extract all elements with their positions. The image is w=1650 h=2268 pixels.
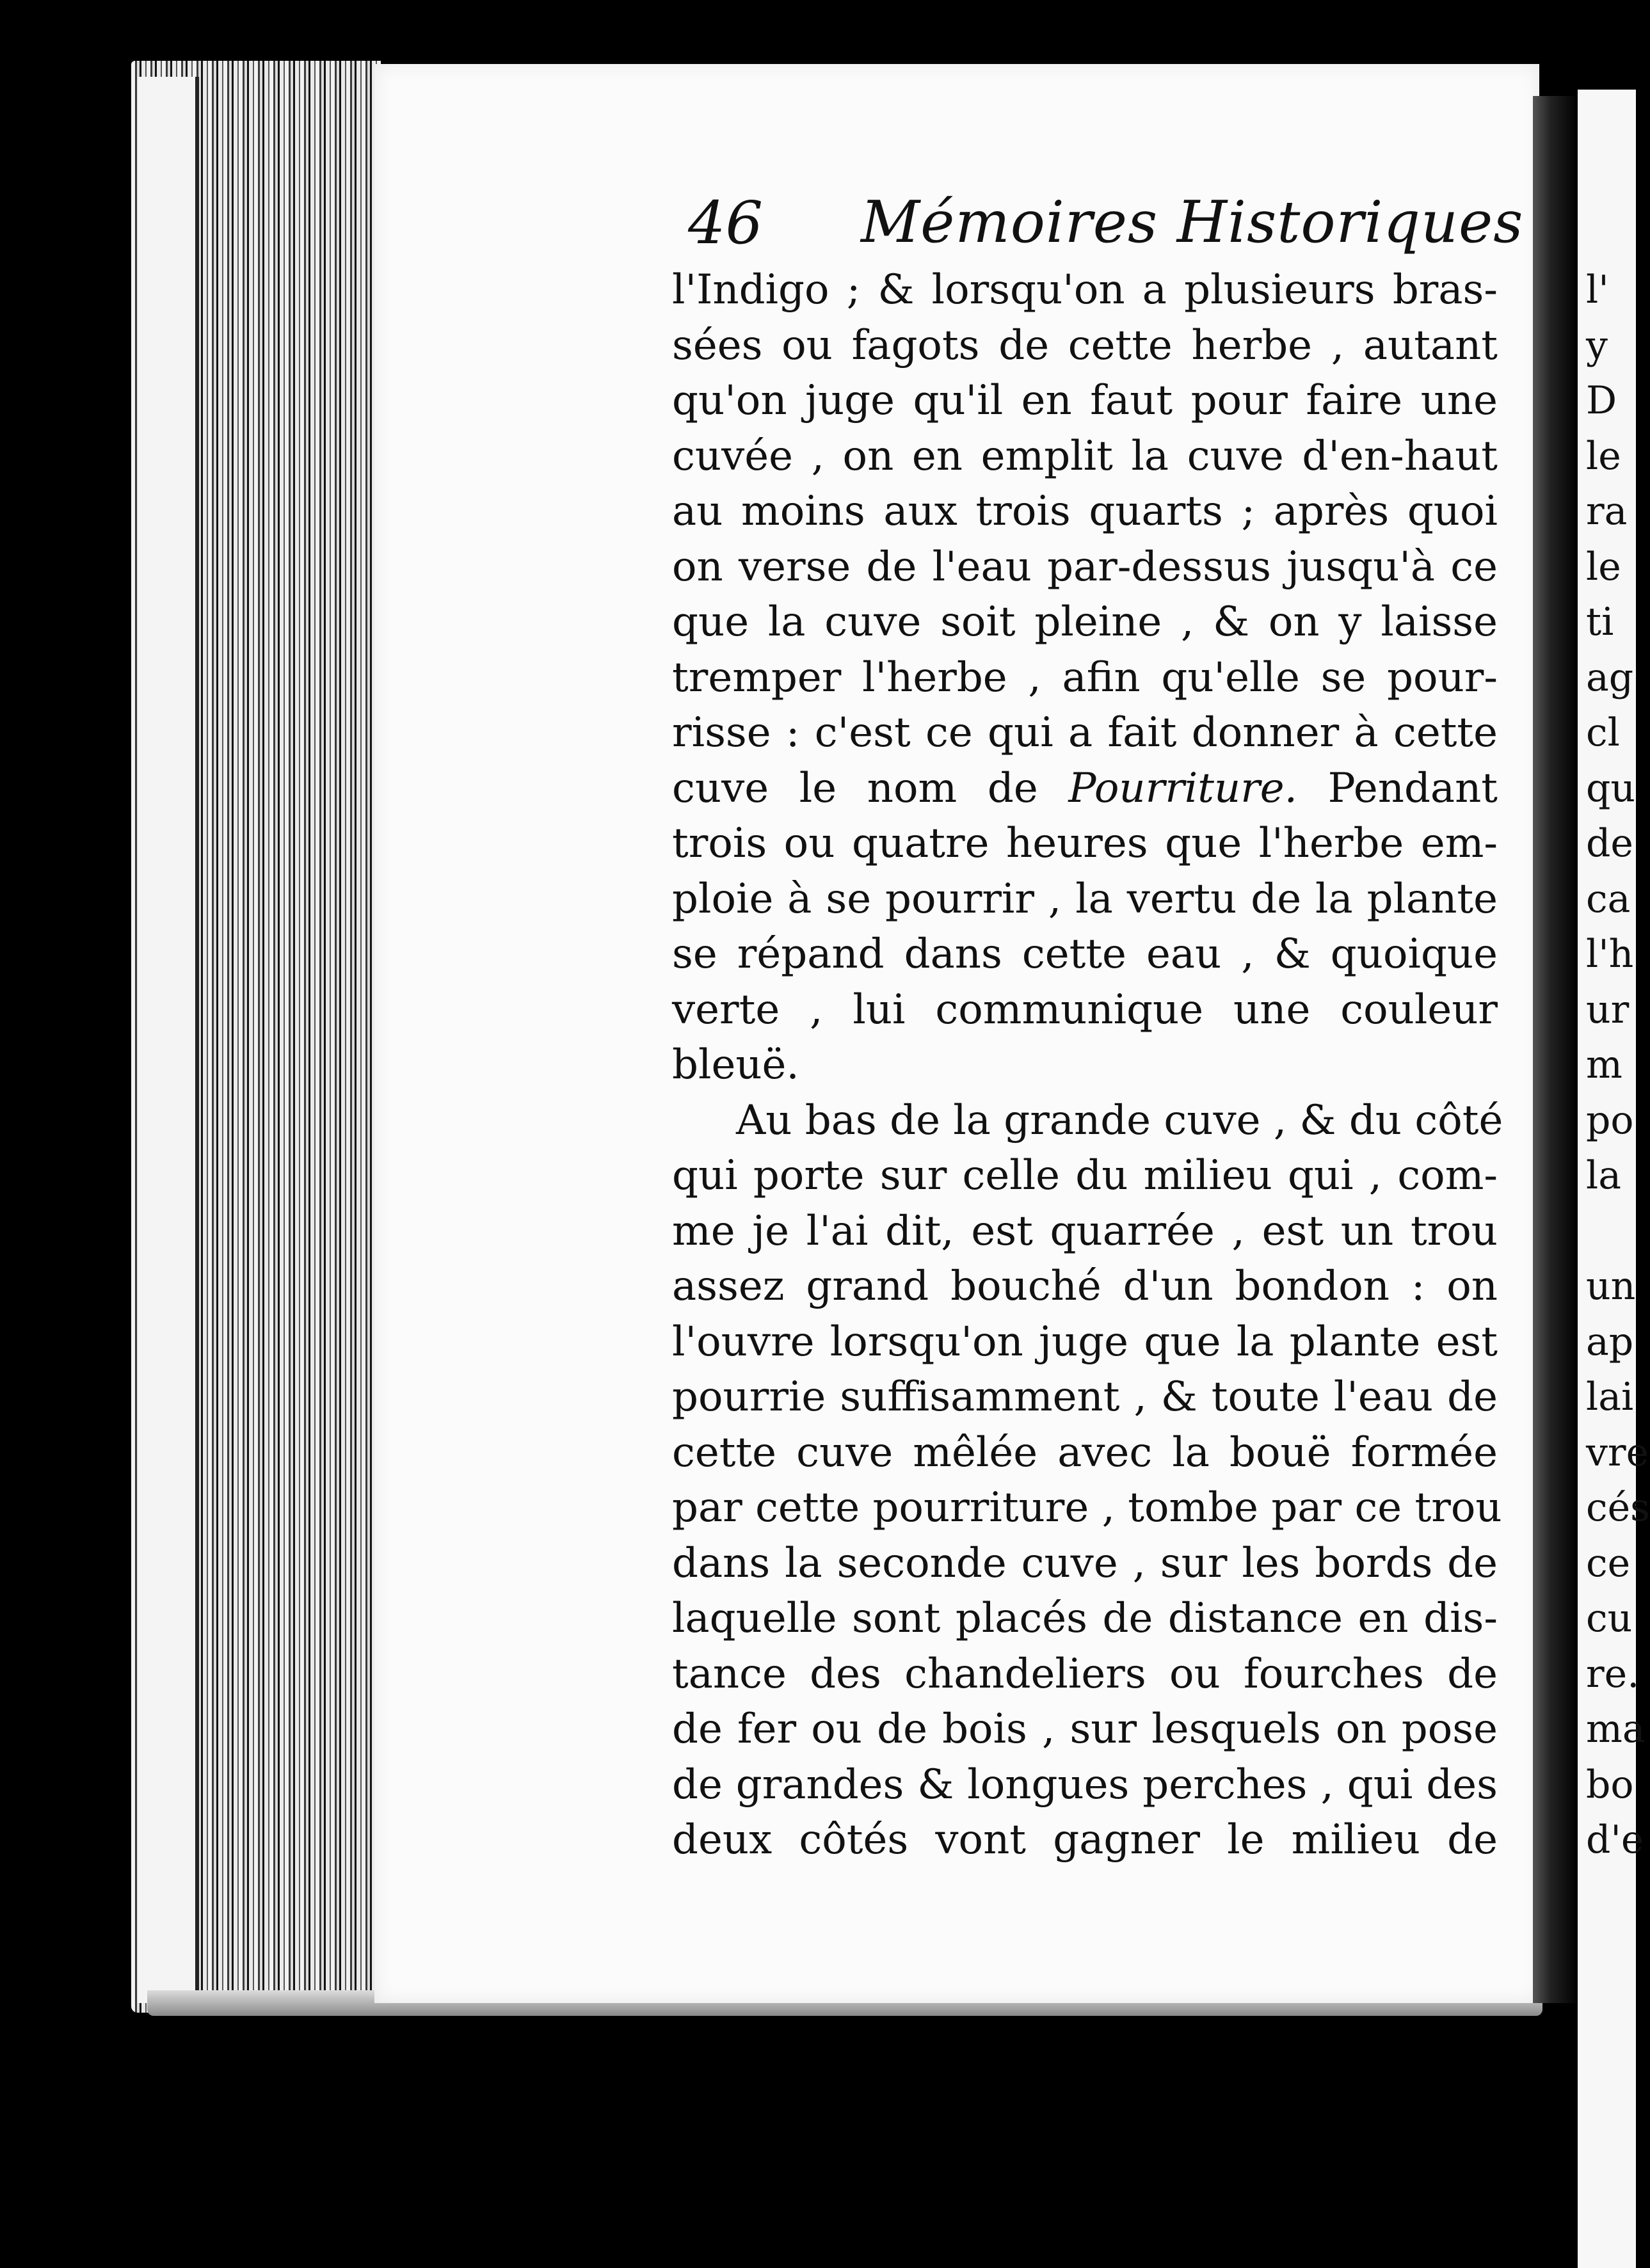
italic-term: Pourriture. — [1068, 764, 1297, 812]
text-line: qui porte sur celle du milieu qui , com- — [672, 1152, 1498, 1199]
facing-line: un — [1586, 1264, 1636, 1309]
facing-line: ti — [1586, 600, 1614, 644]
text-line: au moins aux trois quarts ; après quoi — [672, 488, 1498, 535]
text-line: tremper l'herbe , afin qu'elle se pour- — [672, 653, 1498, 701]
facing-line: ma — [1586, 1707, 1646, 1752]
facing-line: ca — [1586, 876, 1631, 922]
facing-line: re. — [1586, 1651, 1640, 1697]
text-line: cuvée , on en emplit la cuve d'en-haut — [672, 432, 1498, 480]
text-line: que la cuve soit pleine , & on y laisse — [672, 598, 1498, 646]
text-line: par cette pourriture , tombe par ce trou — [672, 1484, 1502, 1531]
text-line: risse : c'est ce qui a fait donner à cette — [672, 709, 1498, 756]
facing-line: m — [1586, 1042, 1622, 1087]
text-line: se répand dans cette eau , & quoique — [672, 930, 1498, 978]
facing-line: ce — [1586, 1540, 1631, 1586]
facing-line: lai — [1586, 1375, 1634, 1419]
text-line: on verse de l'eau par-dessus jusqu'à ce — [672, 543, 1498, 591]
facing-line: ag — [1586, 655, 1634, 700]
text-line: l'Indigo ; & lorsqu'on a plusieurs bras- — [672, 266, 1498, 314]
text-line: l'ouvre lorsqu'on juge que la plante est — [672, 1318, 1498, 1366]
facing-line: la — [1586, 1153, 1621, 1198]
text-line: verte , lui communique une couleur — [672, 986, 1498, 1034]
facing-line: l'h — [1586, 932, 1634, 977]
text-line: de grandes & longues perches , qui des — [672, 1761, 1498, 1809]
facing-line: l' — [1586, 268, 1609, 312]
text-line: qu'on juge qu'il en faut pour faire une — [672, 377, 1498, 424]
facing-line: D — [1586, 378, 1617, 423]
page-edges-outer — [138, 77, 199, 2003]
text-line: ploie à se pourrir , la vertu de la plante — [672, 875, 1498, 923]
facing-line: bo — [1586, 1762, 1634, 1807]
facing-line: d'e — [1586, 1817, 1644, 1862]
running-title: Mémoires Historiques — [861, 189, 1524, 256]
book-gutter — [1533, 96, 1578, 2003]
page-header — [688, 189, 1524, 266]
facing-line: y — [1586, 323, 1608, 368]
text-line: dans la seconde cuve , sur les bords de — [672, 1539, 1498, 1587]
facing-line: vre — [1586, 1430, 1649, 1475]
facing-line: le — [1586, 544, 1621, 589]
text-line: deux côtés vont gagner le milieu de — [672, 1816, 1498, 1864]
text-line: assez grand bouché d'un bondon : on — [672, 1263, 1498, 1310]
facing-line: po — [1586, 1098, 1634, 1143]
text-line: laquelle sont placés de distance en dis- — [672, 1595, 1498, 1642]
facing-page-text — [1586, 262, 1650, 1868]
facing-line: ap — [1586, 1319, 1634, 1364]
facing-line: le — [1586, 433, 1621, 479]
page-number: 46 — [688, 189, 764, 257]
text-line: sées ou fagots de cette herbe , autant — [672, 321, 1498, 369]
facing-line: qu — [1586, 765, 1636, 811]
text-line: tance des chandeliers ou fourches de — [672, 1650, 1498, 1698]
facing-line: de — [1586, 821, 1633, 866]
text-line: bleuë. — [672, 1041, 799, 1089]
text-line: de fer ou de bois , sur lesquels on pose — [672, 1705, 1498, 1753]
facing-line: ra — [1586, 489, 1628, 534]
text-line: pourrie suffisamment , & toute l'eau de — [672, 1373, 1498, 1421]
text-line: trois ou quatre heures que l'herbe em- — [672, 820, 1498, 867]
facing-line: cés — [1586, 1485, 1650, 1530]
text-line: cette cuve mêlée avec la bouë formée — [672, 1428, 1498, 1476]
facing-line: ur — [1586, 987, 1630, 1032]
text-line: Au bas de la grande cuve , & du côté — [736, 1096, 1503, 1144]
facing-line: cu — [1586, 1596, 1633, 1641]
text-line-end: Pendant — [1297, 764, 1498, 812]
facing-line: cl — [1586, 710, 1620, 755]
scan-background-top — [0, 0, 1636, 58]
body-text — [672, 262, 1503, 1868]
text-line-mixed — [672, 761, 1498, 817]
text-line-start: cuve le nom de — [672, 764, 1069, 812]
text-line: me je l'ai dit, est quarrée , est un trou — [672, 1207, 1498, 1255]
